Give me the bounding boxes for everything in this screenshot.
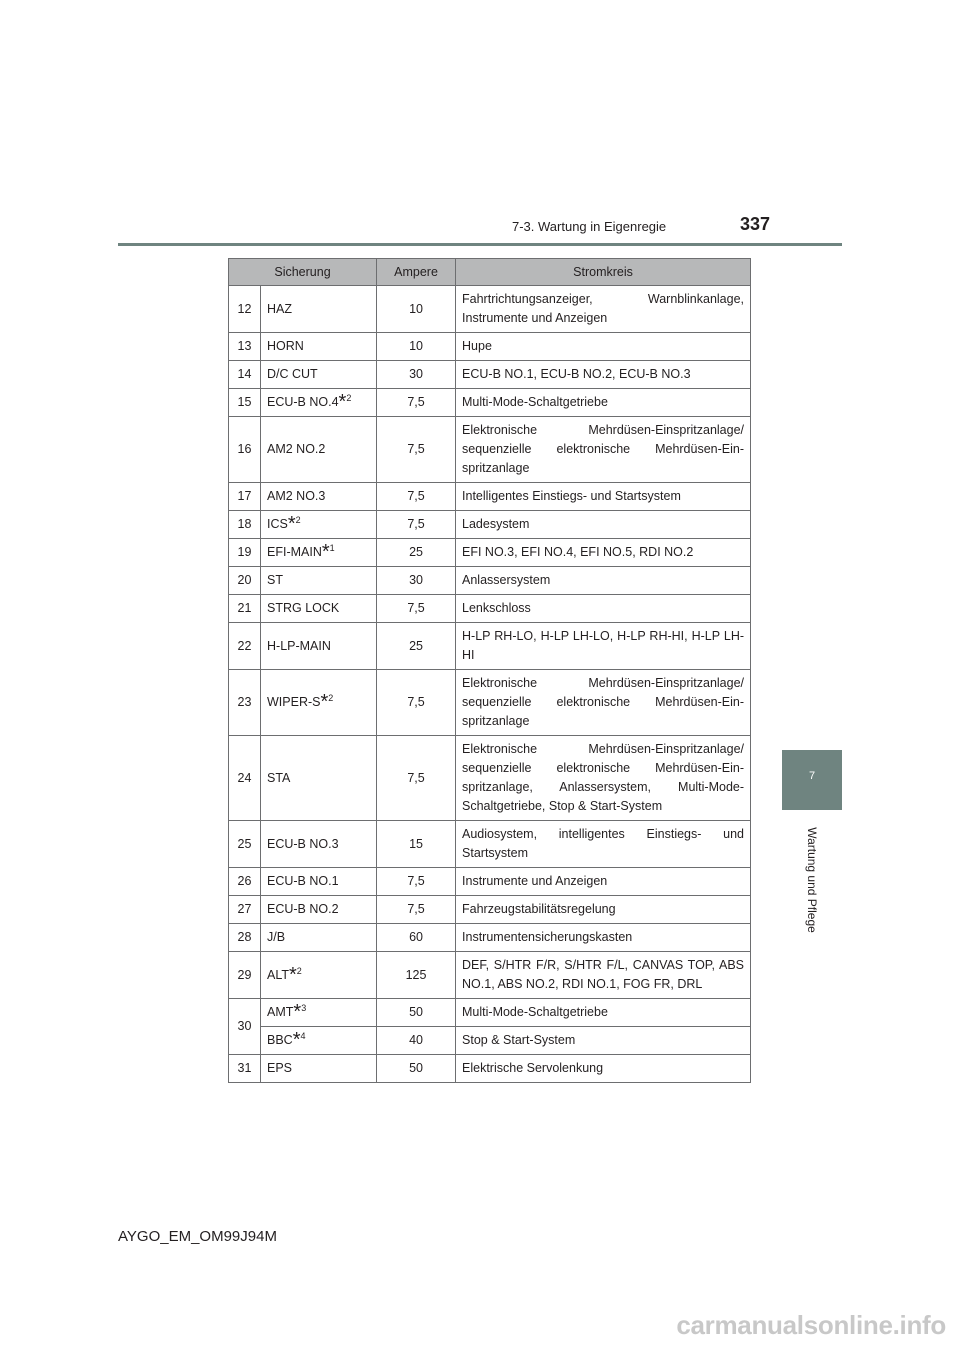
fuse-circuit: Elektrische Servolenkung (456, 1055, 751, 1083)
fuse-name-text: ICS (267, 517, 288, 531)
footnote-number: 3 (301, 1002, 307, 1013)
fuse-circuit: H-LP RH-LO, H-LP LH-LO, H-LP RH-HI, H-LP LH-HI (456, 623, 751, 670)
fuse-circuit: Instrumentensicherungskasten (456, 924, 751, 952)
fuse-name-text: ST (267, 573, 283, 587)
fuse-name-text: STRG LOCK (267, 601, 340, 615)
fuse-number: 17 (229, 483, 261, 511)
fuse-name (261, 1027, 377, 1055)
fuse-number: 25 (229, 821, 261, 868)
fuse-ampere: 7,5 (377, 868, 456, 896)
table-row (229, 595, 751, 623)
fuse-circuit: Lenkschloss (456, 595, 751, 623)
fuse-circuit: Elektronische Mehrdüsen-Einspritzanlage/ sequenzielle elektronische Mehrdüsen-Ein-spritzanlage, Anlassersystem, Multi-Mode-Schaltgetriebe, Stop & Start-System (456, 736, 751, 821)
header-fuse: Sicherung (229, 259, 377, 286)
fuse-number: 29 (229, 952, 261, 999)
fuse-ampere: 40 (377, 1027, 456, 1055)
fuse-circuit: Fahrtrichtungsanzeiger, Warnblinkanlage, Instrumente und Anzeigen (456, 286, 751, 333)
fuse-number: 28 (229, 924, 261, 952)
footnote-asterisk: * (320, 691, 329, 713)
fuse-name-text: EPS (267, 1061, 293, 1075)
table-row (229, 924, 751, 952)
table-row (229, 999, 751, 1027)
fuse-number: 22 (229, 623, 261, 670)
fuse-circuit: Audiosystem, intelligentes Einstiegs- und Startsystem (456, 821, 751, 868)
fuse-name-text: EFI-MAIN (267, 545, 322, 559)
fuse-name (261, 361, 377, 389)
fuse-name (261, 999, 377, 1027)
fuse-name-text: ECU-B NO.1 (267, 874, 339, 888)
fuse-ampere: 7,5 (377, 483, 456, 511)
fuse-number: 21 (229, 595, 261, 623)
footnote-asterisk: * (292, 1029, 301, 1051)
fuse-number: 14 (229, 361, 261, 389)
chapter-number: 7 (808, 770, 816, 782)
fuse-name-text: AMT (267, 1005, 294, 1019)
fuse-name (261, 821, 377, 868)
fuse-name-text: AM2 NO.3 (267, 489, 326, 503)
fuse-name-text: ECU-B NO.3 (267, 836, 339, 851)
fuse-number: 24 (229, 736, 261, 821)
fuse-circuit: Ladesystem (456, 511, 751, 539)
table-row (229, 286, 751, 333)
fuse-number: 19 (229, 539, 261, 567)
table-row (229, 736, 751, 821)
table-row (229, 868, 751, 896)
fuse-name (261, 623, 377, 670)
fuse-circuit: ECU-B NO.1, ECU-B NO.2, ECU-B NO.3 (456, 361, 751, 389)
table-row (229, 389, 751, 417)
fuse-name (261, 924, 377, 952)
table-row (229, 567, 751, 595)
fuse-name (261, 417, 377, 483)
fuse-name (261, 539, 377, 567)
footnote-asterisk: * (293, 1001, 302, 1023)
fuse-circuit: Stop & Start-System (456, 1027, 751, 1055)
fuse-number: 27 (229, 896, 261, 924)
fuse-ampere: 25 (377, 539, 456, 567)
footnote-number: 2 (346, 392, 352, 403)
fuse-circuit: Hupe (456, 333, 751, 361)
table-row (229, 623, 751, 670)
fuse-circuit: Instrumente und Anzeigen (456, 868, 751, 896)
footnote-number: 2 (295, 514, 301, 525)
table-row (229, 896, 751, 924)
fuse-ampere: 7,5 (377, 389, 456, 417)
fuse-ampere: 7,5 (377, 417, 456, 483)
table-row (229, 539, 751, 567)
fuse-name (261, 595, 377, 623)
footnote-asterisk: * (287, 513, 296, 535)
fuse-name-text: ECU-B NO.2 (267, 902, 339, 916)
fuse-number: 31 (229, 1055, 261, 1083)
fuse-ampere: 7,5 (377, 736, 456, 821)
fuse-ampere: 7,5 (377, 595, 456, 623)
fuse-circuit: DEF, S/HTR F/R, S/HTR F/L, CANVAS TOP, ABS NO.1, ABS NO.2, RDI NO.1, FOG FR, DRL (456, 952, 751, 999)
fuse-name-text: STA (267, 770, 291, 785)
fuse-number: 15 (229, 389, 261, 417)
fuse-name-text: ALT (267, 967, 289, 982)
fuse-number: 26 (229, 868, 261, 896)
fuse-ampere: 7,5 (377, 511, 456, 539)
fuse-name-text: BBC (267, 1033, 293, 1047)
table-row (229, 511, 751, 539)
fuse-name (261, 868, 377, 896)
fuse-ampere: 7,5 (377, 896, 456, 924)
fuse-ampere: 50 (377, 999, 456, 1027)
chapter-tab (782, 750, 842, 810)
table-row (229, 1027, 751, 1055)
fuse-name (261, 896, 377, 924)
fuse-number: 23 (229, 670, 261, 736)
fuse-circuit: Multi-Mode-Schaltgetriebe (456, 999, 751, 1027)
fuse-circuit: Anlassersystem (456, 567, 751, 595)
fuse-name (261, 567, 377, 595)
fuse-name (261, 389, 377, 417)
table-row (229, 952, 751, 999)
table-row (229, 483, 751, 511)
fuse-ampere: 7,5 (377, 670, 456, 736)
fuse-name-text: ECU-B NO.4 (267, 395, 339, 409)
fuse-number: 13 (229, 333, 261, 361)
table-row (229, 361, 751, 389)
fuse-number: 20 (229, 567, 261, 595)
table-row (229, 821, 751, 868)
fuse-name (261, 483, 377, 511)
fuse-ampere: 60 (377, 924, 456, 952)
fuse-name-text: AM2 NO.2 (267, 442, 326, 456)
footnote-asterisk: * (321, 541, 330, 563)
footnote-number: 1 (329, 542, 335, 553)
table-row (229, 1055, 751, 1083)
table-header-row (229, 259, 751, 286)
footnote-number: 2 (328, 692, 334, 703)
fuse-name (261, 952, 377, 999)
fuse-name (261, 333, 377, 361)
fuse-name (261, 736, 377, 821)
fuse-circuit: Elektronische Mehrdüsen-Einspritzanlage/ sequenzielle elektronische Mehrdüsen-Ein-spritzanlage (456, 417, 751, 483)
fuse-ampere: 125 (377, 952, 456, 999)
page-number: 337 (740, 214, 771, 234)
fuse-ampere: 10 (377, 333, 456, 361)
fuse-name-text: HORN (267, 339, 304, 353)
fuse-circuit: Fahrzeugstabilitätsregelung (456, 896, 751, 924)
watermark: carmanualsonline.info (676, 1310, 946, 1340)
fuse-ampere: 25 (377, 623, 456, 670)
footnote-number: 4 (300, 1030, 306, 1041)
fuse-name-text: H-LP-MAIN (267, 638, 331, 653)
fuse-circuit: Multi-Mode-Schaltgetriebe (456, 389, 751, 417)
fuse-name (261, 670, 377, 736)
header-circuit: Stromkreis (456, 259, 751, 286)
fuse-ampere: 15 (377, 821, 456, 868)
fuse-name (261, 286, 377, 333)
header-divider (118, 243, 842, 246)
footnote-number: 2 (296, 965, 302, 976)
fuse-ampere: 50 (377, 1055, 456, 1083)
fuse-number: 18 (229, 511, 261, 539)
footnote-asterisk: * (338, 391, 347, 413)
section-title: 7-3. Wartung in Eigenregie (512, 219, 667, 234)
chapter-title: Wartung und Pflege (805, 827, 819, 933)
fuse-circuit: Elektronische Mehrdüsen-Einspritzanlage/ sequenzielle elektronische Mehrdüsen-Ein-spritzanlage (456, 670, 751, 736)
header-ampere: Ampere (377, 259, 456, 286)
fuse-name (261, 1055, 377, 1083)
footnote-asterisk: * (289, 963, 297, 986)
fuse-circuit: EFI NO.3, EFI NO.4, EFI NO.5, RDI NO.2 (456, 539, 751, 567)
manual-code: AYGO_EM_OM99J94M (118, 1228, 277, 1245)
table-row (229, 417, 751, 483)
table-row (229, 333, 751, 361)
fuse-ampere: 30 (377, 361, 456, 389)
fuse-number: 30 (229, 999, 261, 1055)
table-row (229, 670, 751, 736)
fuse-name-text: J/B (267, 930, 286, 944)
fuse-circuit: Intelligentes Einstiegs- und Startsystem (456, 483, 751, 511)
fuse-number: 12 (229, 286, 261, 333)
fuse-number: 16 (229, 417, 261, 483)
fuse-ampere: 30 (377, 567, 456, 595)
fuse-ampere: 10 (377, 286, 456, 333)
fuse-name (261, 511, 377, 539)
fuse-name-text: D/C CUT (267, 367, 318, 381)
fuse-table (228, 258, 751, 1083)
fuse-name-text: HAZ (267, 301, 292, 316)
fuse-name-text: WIPER-S (267, 695, 321, 709)
